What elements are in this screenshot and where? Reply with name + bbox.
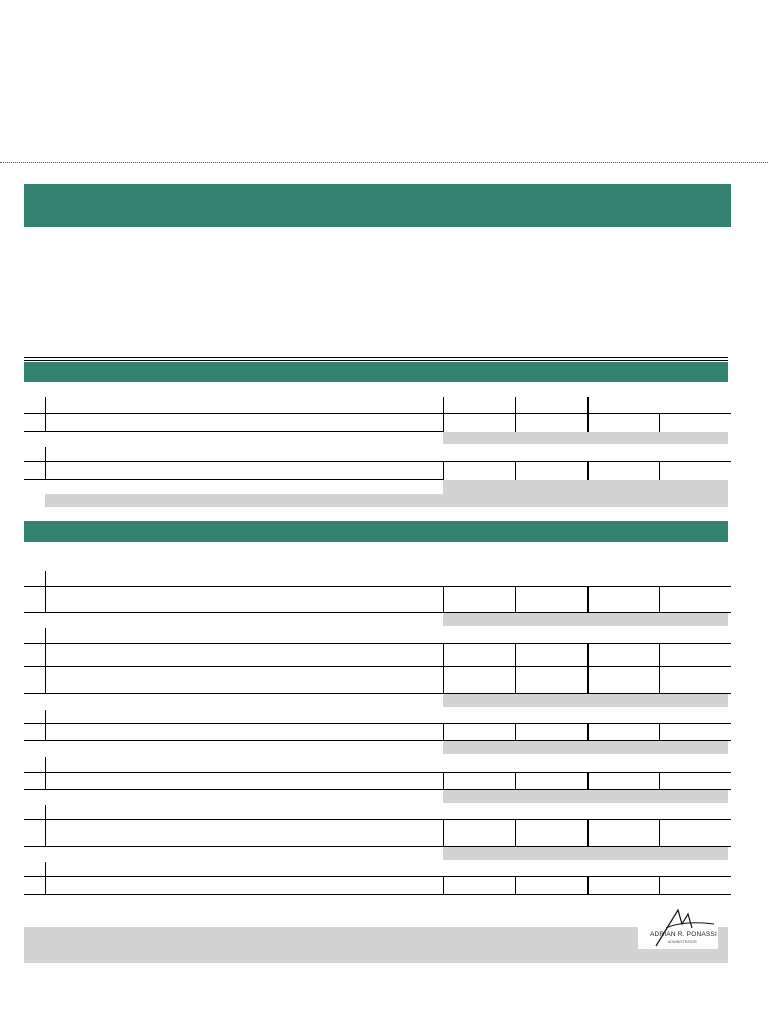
table-cell-divider: [587, 643, 589, 694]
table-cell-divider: [45, 397, 46, 432]
table-cell-divider: [587, 461, 589, 480]
table-cell-divider: [587, 586, 589, 613]
dotted-separator: [0, 162, 768, 163]
table-cell-divider: [443, 461, 444, 480]
table-cell-divider: [659, 772, 660, 790]
table-row-rule: [24, 772, 731, 773]
section-1-top-rule-2: [24, 360, 728, 361]
table-row-rule: [24, 461, 731, 462]
header-band: [24, 184, 731, 227]
table-cell-divider: [515, 876, 516, 895]
total-shade: [443, 480, 728, 507]
table-row-rule: [24, 479, 443, 480]
table-cell-divider: [659, 586, 660, 613]
table-cell-divider: [515, 819, 516, 847]
table-cell-divider: [443, 819, 444, 847]
table-row-rule: [24, 431, 443, 432]
table-cell-divider: [515, 723, 516, 741]
table-cell-divider: [45, 628, 46, 694]
table-cell-divider: [587, 397, 589, 432]
section-2-band: [24, 521, 728, 542]
table-cell-divider: [587, 876, 589, 895]
subtotal-shade: [443, 741, 728, 754]
table-cell-divider: [443, 723, 444, 741]
table-row-rule: [24, 413, 731, 414]
table-row-rule: [24, 643, 731, 644]
subtotal-shade: [443, 432, 728, 444]
table-cell-divider: [45, 805, 46, 847]
table-cell-divider: [515, 772, 516, 790]
section-1-top-rule: [24, 357, 728, 358]
subtotal-shade: [443, 790, 728, 803]
table-cell-divider: [587, 772, 589, 790]
table-cell-divider: [515, 586, 516, 613]
table-cell-divider: [45, 862, 46, 895]
table-cell-divider: [45, 710, 46, 741]
table-row-rule: [24, 586, 731, 587]
table-cell-divider: [659, 461, 660, 480]
table-cell-divider: [443, 876, 444, 895]
table-cell-divider: [659, 723, 660, 741]
table-row-rule: [24, 819, 731, 820]
table-cell-divider: [443, 397, 444, 432]
footer-shade: [24, 927, 728, 963]
table-cell-divider: [587, 723, 589, 741]
table-cell-divider: [659, 413, 660, 432]
subtotal-shade: [443, 694, 728, 707]
table-cell-divider: [659, 876, 660, 895]
table-cell-divider: [45, 447, 46, 480]
table-row-rule: [24, 894, 731, 895]
table-cell-divider: [45, 757, 46, 790]
table-cell-divider: [515, 397, 516, 432]
signatory-title: ADMINISTRATOR: [668, 940, 697, 944]
table-cell-divider: [45, 571, 46, 613]
table-cell-divider: [659, 819, 660, 847]
signatory-name: ADRIAN R. PONASSI: [650, 931, 717, 938]
table-cell-divider: [515, 461, 516, 480]
subtotal-shade: [443, 847, 728, 860]
table-cell-divider: [515, 643, 516, 694]
table-cell-divider: [443, 643, 444, 694]
table-row-rule: [24, 723, 731, 724]
section-1-band: [24, 362, 728, 382]
subtotal-shade: [443, 613, 728, 626]
table-row-rule: [24, 876, 731, 877]
table-row-rule: [24, 666, 731, 667]
table-cell-divider: [587, 819, 589, 847]
total-shade: [45, 494, 443, 507]
table-cell-divider: [443, 772, 444, 790]
table-cell-divider: [443, 586, 444, 613]
table-cell-divider: [659, 643, 660, 694]
